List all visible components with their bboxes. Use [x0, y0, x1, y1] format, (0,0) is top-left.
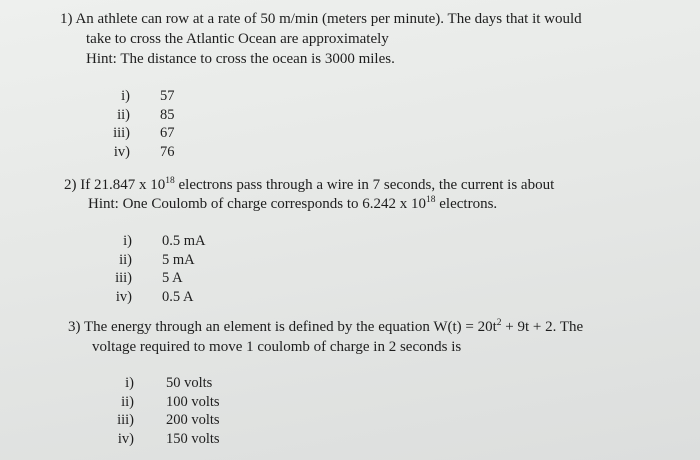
question-2-hint-b: electrons.	[435, 196, 498, 212]
question-3-text-1b: + 9t + 2. The	[501, 319, 584, 335]
option-roman: ii)	[121, 393, 134, 410]
option-roman: ii)	[119, 251, 132, 268]
question-2-exponent-2: 18	[426, 195, 436, 205]
option-roman: ii)	[117, 106, 130, 123]
option-value: 5 A	[162, 270, 183, 286]
question-1-hint: Hint: The distance to cross the ocean is 3000 miles.	[86, 51, 395, 67]
option-roman: iii)	[115, 270, 132, 286]
option-value: 150 volts	[166, 430, 220, 447]
option-roman: i)	[123, 233, 132, 249]
option-roman: iii)	[117, 412, 134, 428]
option-value: 0.5 mA	[162, 233, 206, 249]
option-value: 200 volts	[166, 412, 220, 428]
option-value: 100 volts	[166, 393, 220, 410]
question-1-number: 1)	[60, 11, 73, 27]
option-roman: i)	[125, 375, 134, 391]
option-value: 76	[160, 143, 175, 160]
question-1-text-1: An athlete can row at a rate of 50 m/min (meters per minute). The days that it would	[75, 11, 582, 27]
option-value: 67	[160, 125, 175, 141]
question-3-exponent: 2	[496, 318, 502, 328]
question-2-hint	[88, 195, 497, 213]
option-value: 57	[160, 88, 175, 104]
question-3-number: 3)	[68, 319, 81, 335]
option-roman: iv)	[117, 430, 134, 447]
option-value: 85	[160, 106, 175, 123]
option-roman: i)	[121, 88, 130, 104]
option-value: 0.5 A	[162, 288, 194, 305]
question-2-exponent-1: 18	[165, 176, 175, 186]
question-2-line-1	[64, 176, 554, 194]
question-3-line-2: voltage required to move 1 coulomb of charge in 2 seconds is	[92, 339, 462, 355]
option-roman: iv)	[115, 288, 132, 305]
question-2-number: 2)	[64, 177, 77, 193]
option-roman: iv)	[113, 143, 130, 160]
question-3-line-1	[68, 318, 583, 336]
option-roman: iii)	[113, 125, 130, 141]
question-1-line-1	[60, 10, 582, 28]
question-3-text-1a: The energy through an element is defined by the equation W(t) = 20t	[83, 319, 497, 335]
question-1-line-2: take to cross the Atlantic Ocean are approximately	[86, 31, 389, 47]
question-2-text-1b: electrons pass through a wire in 7 seconds, the current is about	[174, 177, 555, 193]
option-value: 5 mA	[162, 251, 195, 268]
option-value: 50 volts	[166, 375, 213, 391]
question-2-text-1a: If 21.847 x 10	[80, 177, 166, 193]
question-2-hint-a: Hint: One Coulomb of charge corresponds to 6.242 x 10	[88, 196, 427, 212]
